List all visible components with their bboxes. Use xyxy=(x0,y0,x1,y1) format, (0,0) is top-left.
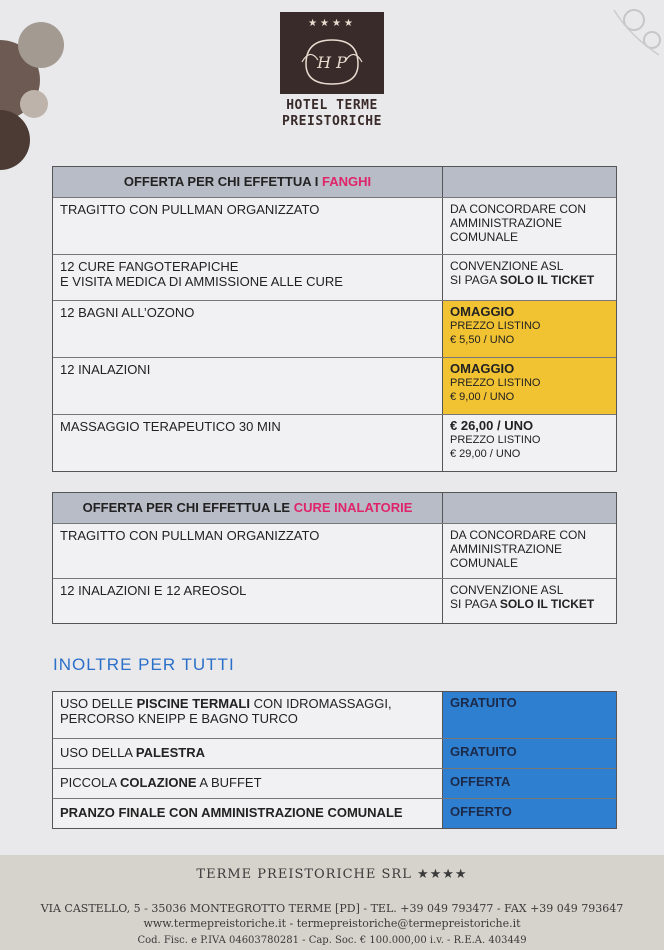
text-part: A BUFFET xyxy=(196,775,262,790)
row-value-highlight: GRATUITO xyxy=(443,692,616,738)
text-part: USO DELLA xyxy=(60,745,136,760)
row-value-highlight: GRATUITO xyxy=(443,739,616,768)
header-text: OFFERTA PER CHI EFFETTUA I xyxy=(123,174,322,189)
value-sub: € 9,00 / UNO xyxy=(450,391,515,403)
logo-stars: ★★★★ xyxy=(308,18,356,29)
row-value-highlight xyxy=(443,358,616,414)
row-description xyxy=(53,799,443,828)
header-text: OFFERTA PER CHI EFFETTUA LE xyxy=(82,500,294,515)
inalatorie-offer-table xyxy=(52,492,617,624)
logo-emblem xyxy=(280,12,384,94)
row-description: 12 INALAZIONI xyxy=(53,358,443,414)
hotel-logo xyxy=(280,12,384,136)
row-value xyxy=(443,579,616,623)
footer-address: VIA CASTELLO, 5 - 35036 MONTEGROTTO TERME [PD] - TEL. +39 049 793477 - FAX +39 049 793647 xyxy=(40,902,624,915)
row-description: MASSAGGIO TERAPEUTICO 30 MIN xyxy=(53,415,443,471)
row-value-line: CONVENZIONE ASL xyxy=(450,583,564,597)
table-row xyxy=(53,414,616,471)
header-empty-cell xyxy=(443,167,616,197)
text-bold: PALESTRA xyxy=(135,745,205,760)
header-highlight: CURE INALATORIE xyxy=(293,500,413,515)
table-row xyxy=(53,523,616,578)
table-row xyxy=(53,578,616,623)
row-description xyxy=(53,739,443,768)
decorative-circle xyxy=(0,110,30,170)
table-header xyxy=(53,493,443,523)
footer-fiscal-info: Cod. Fisc. e P.IVA 04603780281 - Cap. Soc. € 100.000,00 i.v. - R.E.A. 403449 xyxy=(137,935,527,946)
value-bold: SOLO IL TICKET xyxy=(499,273,595,287)
value-text: SI PAGA xyxy=(450,597,500,611)
text-part: USO DELLE xyxy=(60,696,137,711)
row-description xyxy=(53,769,443,798)
footer-contacts: www.termepreistoriche.it - termepreistoriche@termepreistoriche.it xyxy=(143,917,521,930)
table-header-row xyxy=(53,167,616,197)
row-value-line xyxy=(450,597,609,611)
row-value: DA CONCORDARE CON AMMINISTRAZIONE COMUNALE xyxy=(450,528,587,570)
value-main: € 26,00 / UNO xyxy=(450,418,534,433)
row-description: 12 INALAZIONI E 12 AREOSOL xyxy=(53,579,443,623)
table-row xyxy=(53,300,616,357)
row-description-line xyxy=(60,696,435,711)
value-sub: € 29,00 / UNO xyxy=(450,448,521,460)
value-main: OMAGGIO xyxy=(450,361,515,376)
value-main: OMAGGIO xyxy=(450,304,515,319)
value-text: SI PAGA xyxy=(450,273,500,287)
decorative-circle xyxy=(20,90,48,118)
table-row xyxy=(53,798,616,828)
row-description-line: 12 CURE FANGOTERAPICHE xyxy=(60,259,239,274)
text-bold: PISCINE TERMALI xyxy=(136,696,250,711)
table-header xyxy=(53,167,443,197)
text-part: CON IDROMASSAGGI, xyxy=(250,696,392,711)
table-row xyxy=(53,197,616,254)
row-description xyxy=(53,255,443,300)
row-value-highlight xyxy=(443,301,616,357)
decorative-circle xyxy=(18,22,64,68)
floral-ornament-icon xyxy=(574,0,664,70)
row-value-highlight: OFFERTA xyxy=(443,769,616,798)
table-row xyxy=(53,738,616,768)
row-value xyxy=(443,415,616,471)
logo-name-line2: PREISTORICHE xyxy=(282,114,382,129)
table-row xyxy=(53,254,616,300)
extras-table xyxy=(52,691,617,829)
section-title: INOLTRE PER TUTTI xyxy=(53,655,235,674)
row-description: 12 BAGNI ALL’OZONO xyxy=(53,301,443,357)
svg-text:H P: H P xyxy=(317,53,347,72)
text-part: PICCOLA xyxy=(60,775,120,790)
row-value-highlight: OFFERTO xyxy=(443,799,616,828)
row-value: DA CONCORDARE CON AMMINISTRAZIONE COMUNALE xyxy=(450,202,587,244)
row-value xyxy=(443,255,616,300)
row-value-line: CONVENZIONE ASL xyxy=(450,259,564,273)
row-description xyxy=(53,692,443,738)
text-bold: COLAZIONE xyxy=(119,775,197,790)
table-row xyxy=(53,357,616,414)
value-sub: € 5,50 / UNO xyxy=(450,334,515,346)
logo-name-line1: HOTEL TERME xyxy=(286,98,378,113)
value-sub: PREZZO LISTINO xyxy=(450,320,541,332)
value-bold: SOLO IL TICKET xyxy=(499,597,595,611)
row-description: TRAGITTO CON PULLMAN ORGANIZZATO xyxy=(53,524,443,578)
value-sub: PREZZO LISTINO xyxy=(450,434,541,446)
text-bold: PRANZO FINALE CON AMMINISTRAZIONE COMUNALE xyxy=(60,805,403,820)
value-sub: PREZZO LISTINO xyxy=(450,377,541,389)
row-description-line: E VISITA MEDICA DI AMMISSIONE ALLE CURE xyxy=(60,274,343,289)
header-empty-cell xyxy=(443,493,616,523)
row-description: TRAGITTO CON PULLMAN ORGANIZZATO xyxy=(53,198,443,254)
footer-company-name: TERME PREISTORICHE SRL ★★★★ xyxy=(196,867,468,882)
footer xyxy=(0,855,664,950)
fanghi-offer-table xyxy=(52,166,617,472)
table-row xyxy=(53,692,616,738)
table-header-row xyxy=(53,493,616,523)
monogram-icon xyxy=(300,34,364,88)
row-value-line xyxy=(450,273,609,287)
header-highlight: FANGHI xyxy=(322,174,372,189)
table-row xyxy=(53,768,616,798)
row-description-line: PERCORSO KNEIPP E BAGNO TURCO xyxy=(60,711,298,726)
